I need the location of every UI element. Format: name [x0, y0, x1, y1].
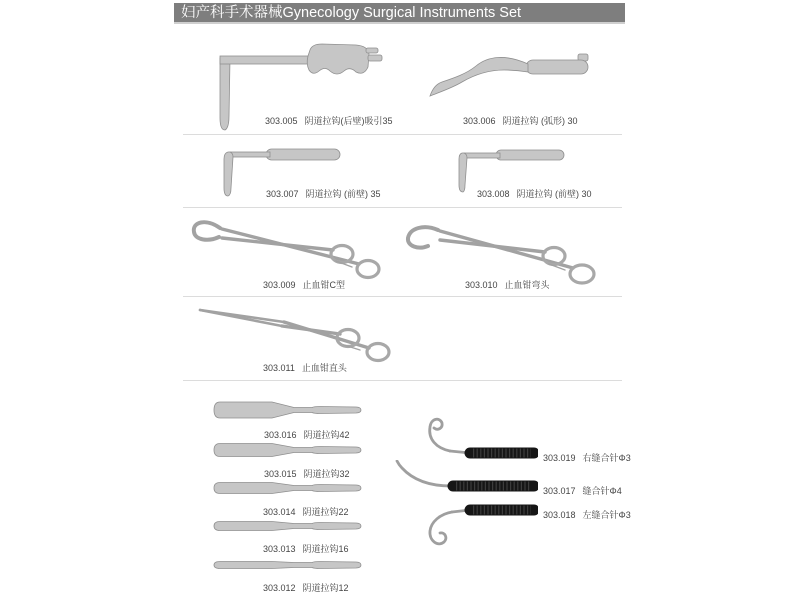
item-code: 303.005 [265, 116, 298, 126]
item-name: 阴道拉钩42 [303, 430, 350, 440]
item-name: 左缝合针Φ3 [582, 510, 631, 520]
item-label [543, 508, 631, 521]
flat-retractor-12-image [210, 553, 365, 577]
item-name: 阴道拉钩 (弧形) 30 [502, 116, 578, 126]
suture-needle-right-image [418, 413, 538, 463]
item-code: 303.016 [264, 430, 297, 440]
item-name: 阴道拉钩22 [302, 507, 349, 517]
item-name: 阴道拉钩12 [302, 583, 349, 593]
item-name: 右缝合针Φ3 [582, 453, 631, 463]
item-label [266, 187, 381, 200]
item-code: 303.007 [266, 189, 299, 199]
item-code: 303.017 [543, 486, 576, 496]
item-code: 303.011 [263, 363, 295, 373]
item-code: 303.012 [263, 583, 296, 593]
retractor-curved-image [426, 44, 598, 102]
item-name: 止血钳C型 [302, 280, 346, 290]
page-title: 妇产科手术器械Gynecology Surgical Instruments Set [174, 3, 625, 24]
divider [183, 380, 622, 381]
item-name: 阴道拉钩16 [302, 544, 349, 554]
item-code: 303.014 [263, 507, 296, 517]
suture-needle-left-image [418, 500, 538, 552]
item-code: 303.006 [463, 116, 496, 126]
flat-retractor-22-image [210, 476, 365, 500]
item-label [463, 114, 578, 127]
item-name: 阴道拉钩(后壁)吸引35 [304, 116, 393, 126]
item-name: 阴道拉钩 (前壁) 30 [516, 189, 592, 199]
item-name: 阴道拉钩 (前壁) 35 [305, 189, 381, 199]
item-label [543, 451, 631, 464]
item-label [263, 278, 345, 291]
item-code: 303.010 [465, 280, 498, 290]
hemostat-c-type-image [186, 214, 394, 282]
item-label [465, 278, 550, 291]
item-label [543, 484, 622, 497]
hemostat-straight-image [194, 300, 398, 366]
item-label [263, 361, 347, 374]
item-label [263, 581, 349, 594]
item-name: 缝合针Φ4 [582, 486, 622, 496]
item-label [265, 114, 393, 127]
flat-retractor-16-image [210, 514, 365, 538]
item-code: 303.013 [263, 544, 296, 554]
item-name: 止血钳直头 [301, 363, 347, 373]
flat-retractor-32-image [210, 438, 365, 462]
item-code: 303.018 [543, 510, 576, 520]
divider [183, 207, 622, 208]
item-code: 303.015 [264, 469, 297, 479]
item-label [477, 187, 592, 200]
divider [183, 296, 622, 297]
item-name: 阴道拉钩32 [303, 469, 350, 479]
item-code: 303.019 [543, 453, 576, 463]
item-code: 303.008 [477, 189, 510, 199]
flat-retractor-42-image [210, 398, 365, 422]
item-name: 止血钳弯头 [504, 280, 550, 290]
suture-needle-image [393, 460, 538, 496]
item-code: 303.009 [263, 280, 296, 290]
